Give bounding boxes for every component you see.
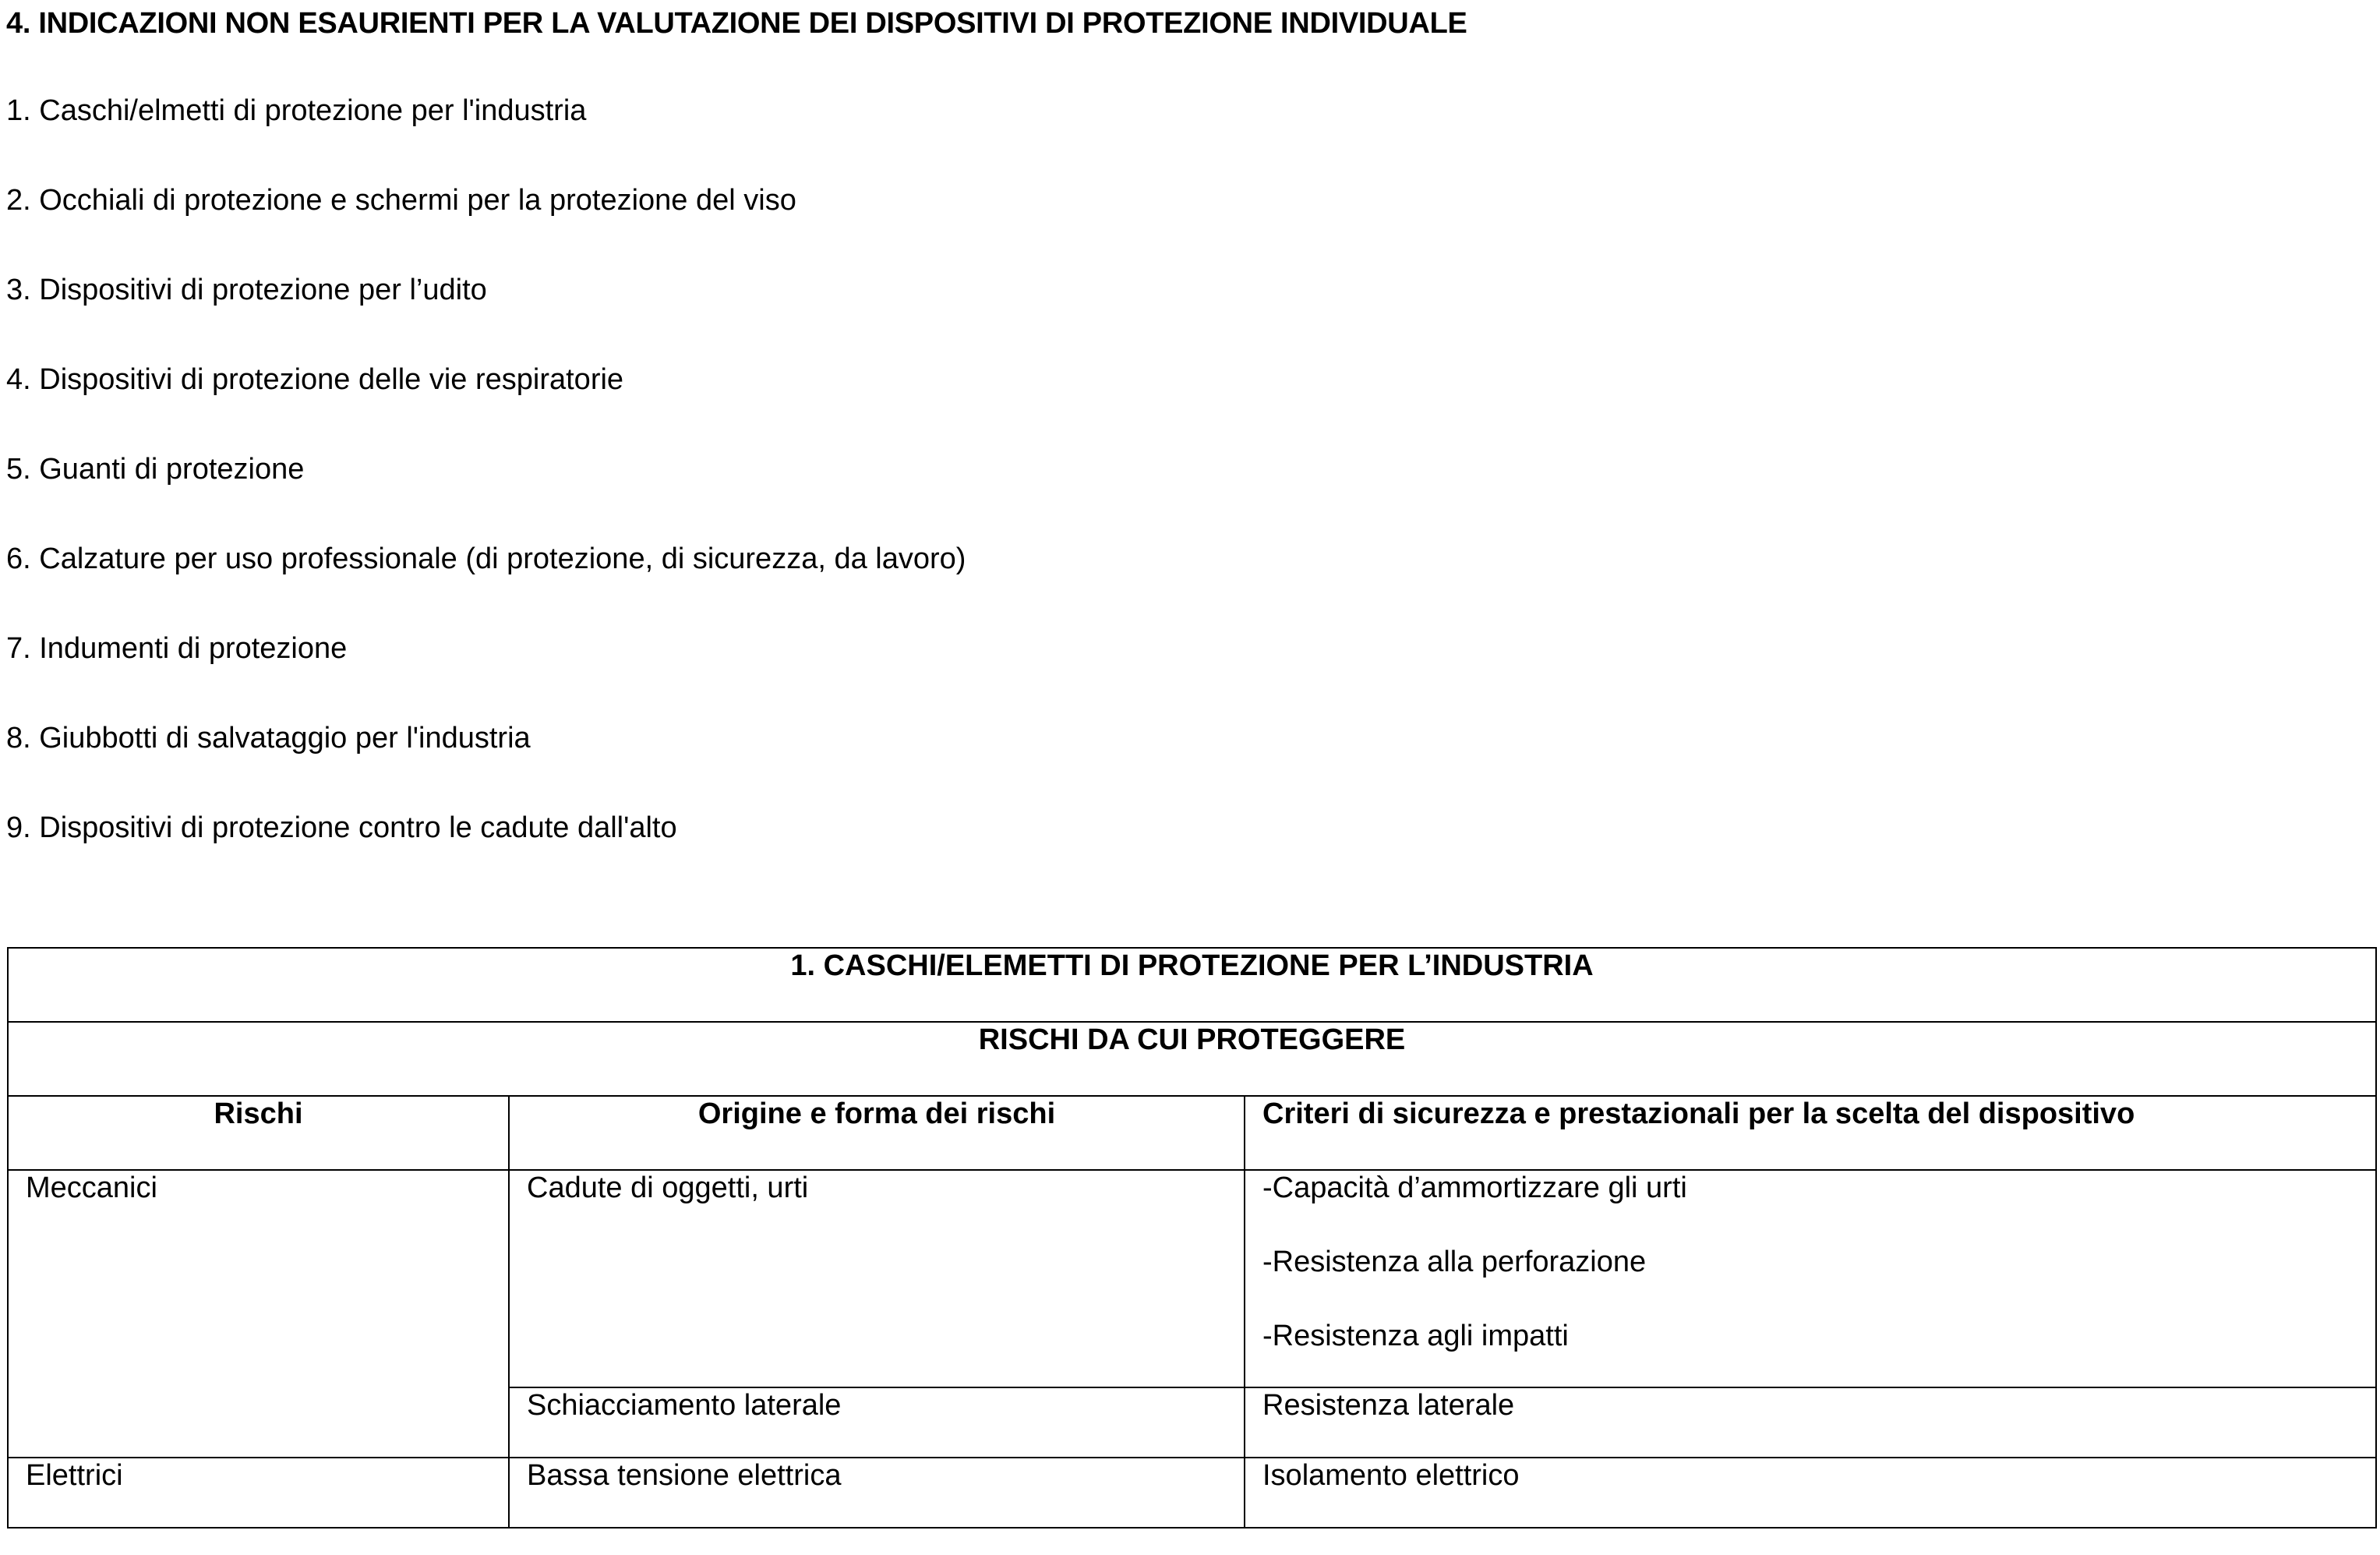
table-subtitle-row [8,1022,2376,1096]
dpi-list [6,92,966,899]
list-item: 4. Dispositivi di protezione delle vie respiratorie [6,363,624,396]
criteria-cell: Resistenza laterale [1245,1387,2376,1458]
list-item: 6. Calzature per uso professionale (di protezione, di sicurezza, da lavoro) [6,542,966,575]
criteria-line: -Capacità d’ammortizzare gli urti [1262,1172,1687,1204]
table-title-row [8,948,2376,1022]
column-header-origin: Origine e forma dei rischi [509,1096,1245,1170]
list-item: 1. Caschi/elmetti di protezione per l'industria [6,94,587,127]
table-subtitle: RISCHI DA CUI PROTEGGERE [8,1022,2376,1096]
table-row [8,1170,2376,1387]
list-item: 3. Dispositivi di protezione per l’udito [6,274,487,306]
table-row [8,1458,2376,1528]
risk-cell: Elettrici [8,1458,509,1528]
list-item: 5. Guanti di protezione [6,453,305,486]
list-item: 9. Dispositivi di protezione contro le cadute dall'alto [6,811,677,844]
criteria-cell: Isolamento elettrico [1245,1458,2376,1528]
criteria-cell [1245,1170,2376,1387]
column-header-risks: Rischi [8,1096,509,1170]
list-item: 8. Giubbotti di salvataggio per l'industria [6,722,531,755]
criteria-line: -Resistenza alla perforazione [1262,1246,1647,1278]
origin-cell: Schiacciamento laterale [509,1387,1245,1458]
column-header-row [8,1096,2376,1170]
risk-table [7,947,2377,1528]
origin-cell: Bassa tensione elettrica [509,1458,1245,1528]
table-title: 1. CASCHI/ELEMETTI DI PROTEZIONE PER L’INDUSTRIA [8,948,2376,1022]
origin-cell: Cadute di oggetti, urti [509,1170,1245,1387]
criteria-line: -Resistenza agli impatti [1262,1320,1569,1352]
list-item: 7. Indumenti di protezione [6,632,348,665]
list-item: 2. Occhiali di protezione e schermi per la protezione del viso [6,184,796,217]
risk-cell: Meccanici [8,1170,509,1458]
column-header-criteria: Criteri di sicurezza e prestazionali per la scelta del dispositivo [1245,1096,2376,1170]
document-title: 4. INDICAZIONI NON ESAURIENTI PER LA VALUTAZIONE DEI DISPOSITIVI DI PROTEZIONE INDIVIDUALE [6,7,1467,40]
